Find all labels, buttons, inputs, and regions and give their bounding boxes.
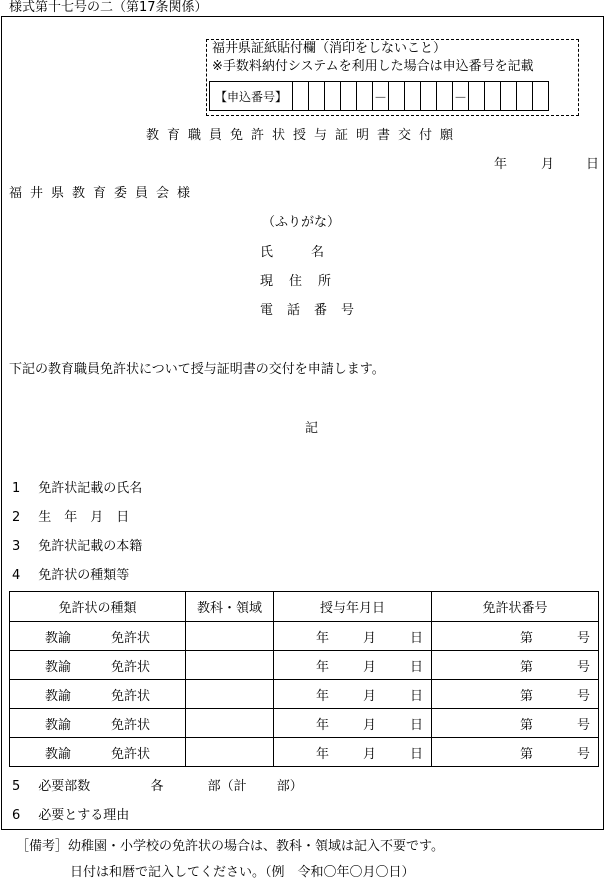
note-line1: ［備考］幼稚園・小学校の免許状の場合は、教科・領域は記入不要です。 [16,839,444,854]
item-4: 4 免許状の種類等 [12,568,130,583]
license-table [9,591,599,767]
item-3: 3 免許状記載の本籍 [12,539,143,554]
item-6: 6 必要とする理由 [12,808,130,823]
license-type-cell[interactable]: 教諭 免許状 [10,651,186,680]
table-row [10,680,599,709]
grant-date-cell[interactable]: 年 月 日 [274,709,432,738]
application-number-cell[interactable] [405,82,421,110]
license-number-cell[interactable]: 第 号 [432,738,599,767]
date-month: 月 [541,157,555,172]
subject-cell[interactable] [186,651,274,680]
form-id: 様式第十七号の二（第17条関係） [9,0,208,15]
address-label: 現住所 [260,274,348,289]
phone-label: 電話番号 [260,303,369,318]
table-row [10,709,599,738]
grant-date-cell[interactable]: 年 月 日 [274,622,432,651]
application-number-cell[interactable] [517,82,533,110]
subject-cell[interactable] [186,709,274,738]
license-number-cell[interactable]: 第 号 [432,709,599,738]
date-day: 日 [586,157,600,172]
ki-label: 記 [305,421,319,436]
license-number-cell[interactable]: 第 号 [432,622,599,651]
addressee: 福井県教育委員会様 [9,186,199,201]
item-1: 1 免許状記載の氏名 [12,481,143,496]
application-number-cell[interactable] [341,82,357,110]
date-year: 年 [494,157,508,172]
application-number-cell[interactable]: － [373,82,389,110]
application-number-cell[interactable] [421,82,437,110]
application-number-cell[interactable] [485,82,501,110]
application-number-label: 【申込番号】 [210,82,293,110]
application-statement: 下記の教育職員免許状について授与証明書の交付を申請します。 [9,362,385,377]
application-number-box [209,81,549,111]
subject-cell[interactable] [186,738,274,767]
application-number-cell[interactable] [389,82,405,110]
table-row [10,651,599,680]
license-type-cell[interactable]: 教諭 免許状 [10,680,186,709]
application-number-cell[interactable]: － [453,82,469,110]
header-license-number: 免許状番号 [432,592,599,622]
grant-date-cell[interactable]: 年 月 日 [274,651,432,680]
license-type-cell[interactable]: 教諭 免許状 [10,622,186,651]
name-label: 氏 名 [260,245,329,260]
stamp-line1: 福井県証紙貼付欄（消印をしないこと） [212,41,447,56]
header-grant-date: 授与年月日 [274,592,432,622]
license-type-cell[interactable]: 教諭 免許状 [10,738,186,767]
subject-cell[interactable] [186,622,274,651]
application-number-cell[interactable] [501,82,517,110]
application-number-cell[interactable] [293,82,309,110]
table-row [10,622,599,651]
item-2: 2 生 年 月 日 [12,510,130,525]
license-number-cell[interactable]: 第 号 [432,680,599,709]
application-number-cell[interactable] [469,82,485,110]
license-number-cell[interactable]: 第 号 [432,651,599,680]
header-subject: 教科・領域 [186,592,274,622]
document-title: 教育職員免許状授与証明書交付願 [146,128,462,143]
application-number-cell[interactable] [357,82,373,110]
furigana-label: （ふりがな） [262,215,341,230]
table-header-row [10,592,599,622]
note-line2: 日付は和暦で記入してください。（例 令和〇年〇月〇日） [70,865,415,880]
grant-date-cell[interactable]: 年 月 日 [274,738,432,767]
item-5: 5 必要部数 各 部（計 部） [12,779,303,794]
header-license-type: 免許状の種類 [10,592,186,622]
table-row [10,738,599,767]
application-number-cell[interactable] [437,82,453,110]
application-number-cell[interactable] [325,82,341,110]
application-number-cell[interactable] [533,82,548,110]
license-type-cell[interactable]: 教諭 免許状 [10,709,186,738]
application-number-cell[interactable] [309,82,325,110]
stamp-line2: ※手数料納付システムを利用した場合は申込番号を記載 [212,59,534,74]
grant-date-cell[interactable]: 年 月 日 [274,680,432,709]
subject-cell[interactable] [186,680,274,709]
